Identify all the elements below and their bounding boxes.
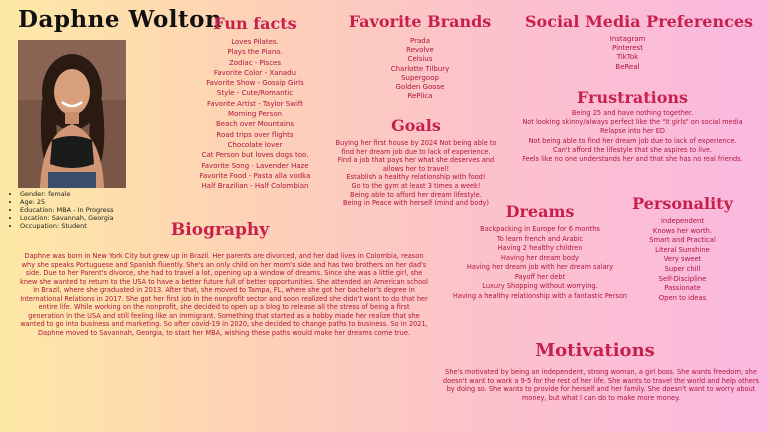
list-item: Loves Pilates.	[231, 38, 279, 46]
biography-heading: Biography	[170, 220, 270, 240]
biography-text: Daphne was born in New York City but grew up in Brazil. Her parents are divorced, and her dad lives in Colombia, reason why she speaks Portuguese and Spanish fluently. She's an only child on her mom's side and has two brothers on her dad's side. Due to her Parent's divorce, she had to travel a lot, opening up a window of dreams. Since she was a little girl, she knew she wanted to return to the USA to have a better future full of better opportunities. She attended an American school in Brazil, where she graduated in 2013. After that, she moved to Tampa, FL, where she got her bachelor's degree in International Relations in 2017. She got her first job in the nonprofit sector and soon realized she didn't want to do that her entire life. While working on the nonprofit, she decided to open up a blog to release all the stress of being a first generation in the USA and still feeling like an immigrant. Something that started as a hobby made her realize that she wanted to go into business and marketing. So after covid-19 in 2020, she decided to change paths to business. So in 2021, Daphne moved to Savannah, Georgia, to start her MBA, wishing these paths would make her dreams come true.	[20, 252, 429, 337]
list-item: Favorite Show - Gossip Girls	[206, 79, 304, 88]
list-item: Being in Peace with herself (mind and body)	[342, 199, 490, 208]
frustrations-section	[500, 88, 765, 164]
goals-section	[332, 116, 500, 208]
list-item: Very sweet	[663, 255, 702, 264]
list-item: Style - Cute/Romantic	[216, 89, 294, 98]
list-item: Half Brazilian - Half Colombian	[201, 182, 309, 191]
fun-facts-list	[190, 37, 320, 191]
list-item: independent	[661, 217, 704, 225]
detail-education: • Education: MBA - In Progress	[20, 206, 114, 214]
detail-gender: • Gender: female	[20, 190, 114, 198]
dreams-list	[440, 225, 640, 301]
list-item: Having 2 healthy children	[497, 244, 583, 252]
list-item: Having her dream job with her dream salary	[466, 263, 614, 271]
list-item: Revolve	[406, 46, 434, 55]
social-media-heading: Social Media Preferences	[525, 12, 754, 31]
list-item: Beach over Mountains	[215, 120, 294, 129]
list-item: Not looking skinny/always perfect like the "it girls" on social media	[522, 118, 743, 127]
list-item: Golden Goose	[395, 83, 445, 92]
list-item: To learn french and Arabic	[496, 234, 584, 243]
list-item: Knows her worth.	[652, 226, 713, 235]
list-item: Establish a healthy relationship with food!	[346, 173, 486, 182]
list-item: Passionate	[664, 284, 701, 293]
list-item: Prada	[410, 37, 430, 45]
list-item: Buying her first house by 2024 Not being able to find her dream job due to lack of experience.	[335, 139, 497, 156]
motivations-text: She's motivated by being an independent, strong woman, a girl boss. She wants freedom; she doesn't want to work a 9-5 for the rest of her life. She wants to travel the world and help others by doing so. She wants to provide for herself and her family. She doesn't want to worry about money, but what I can do to make more money.	[442, 368, 760, 402]
list-item: Literal Sunshine	[655, 245, 710, 254]
list-item: Road trips over flights	[216, 130, 294, 139]
list-item: Favorite Color - Xanadu	[213, 68, 297, 77]
person-portrait-image	[18, 40, 126, 188]
list-item: Zodiac - Pisces	[228, 58, 282, 67]
list-item: TikTok	[616, 53, 639, 62]
list-item: Relapse into her ED	[599, 127, 665, 136]
profile-photo	[18, 40, 126, 188]
fun-facts-section	[190, 14, 320, 191]
list-item: Celsius	[407, 55, 433, 64]
list-item: Morning Person	[227, 110, 283, 119]
list-item: Backpacking in Europe for 6 months	[480, 225, 600, 233]
list-item: Pinterest	[612, 44, 643, 53]
list-item: Having her dream body	[501, 253, 579, 262]
list-item: Not being able to find her dream job due to lack of experience.	[528, 136, 737, 145]
motivations-heading: Motivations	[535, 340, 655, 361]
detail-age: • Age: 25	[20, 198, 114, 206]
profile-details-list	[8, 190, 114, 230]
list-item: RePlica	[407, 92, 433, 101]
list-item: Find a job that pays her what she deserves and allows her to travel!	[337, 156, 495, 173]
favorite-brands-heading: Favorite Brands	[348, 12, 492, 31]
goals-list	[332, 139, 500, 208]
detail-occupation: • Occupation: Student	[20, 222, 114, 230]
list-item: Go to the gym at least 3 times a week!	[351, 181, 481, 190]
favorite-brands-list	[345, 37, 495, 101]
social-media-list	[525, 35, 730, 72]
personality-section	[630, 194, 735, 303]
goals-heading: Goals	[391, 116, 441, 135]
fun-facts-heading: Fun facts	[213, 14, 297, 33]
social-media-section	[525, 12, 754, 72]
list-item: Can't afford the lifestyle that she aspires to live.	[552, 145, 712, 154]
list-item: Favorite Artist - Taylor Swift	[206, 99, 303, 108]
favorite-brands-section	[345, 12, 495, 101]
personality-list	[630, 217, 735, 303]
detail-location: • Location: Savannah, Georgia	[20, 214, 114, 222]
list-item: Charlotte Tilbury	[390, 64, 450, 73]
list-item: Having a healthy relationship with a fantastic Person	[452, 291, 628, 300]
page-title: Daphne Wolton	[18, 6, 223, 33]
list-item: Being able to afford her dream lifestyle.	[350, 190, 482, 199]
list-item: Payoff her debt	[514, 272, 566, 281]
list-item: Favorite Song - Lavender Haze	[201, 161, 309, 170]
list-item: Open to ideas	[658, 293, 707, 302]
frustrations-heading: Frustrations	[576, 88, 689, 107]
dreams-section	[440, 202, 640, 301]
personality-heading: Personality	[632, 194, 733, 213]
list-item: Plays the Piano.	[227, 48, 283, 57]
list-item: Smart and Practical	[649, 236, 716, 245]
dreams-heading: Dreams	[505, 202, 575, 221]
list-item: Self-Discipline	[658, 274, 707, 283]
list-item: Feels like no one understands her and that she has no real friends.	[522, 155, 743, 164]
list-item: BeReal	[615, 62, 640, 71]
list-item: Supergoop	[401, 73, 439, 82]
list-item: Super chill	[664, 264, 701, 273]
list-item: Luxury Shopping without worrying.	[482, 282, 598, 290]
list-item: Instagram	[609, 35, 646, 43]
list-item: Cat Person but loves dogs too.	[201, 151, 309, 160]
list-item: Chocolate lover	[227, 140, 283, 149]
list-item: Being 25 and have nothing together.	[571, 109, 694, 117]
list-item: Favorite Food - Pasta alla vodka	[199, 171, 311, 180]
frustrations-list	[500, 109, 765, 164]
